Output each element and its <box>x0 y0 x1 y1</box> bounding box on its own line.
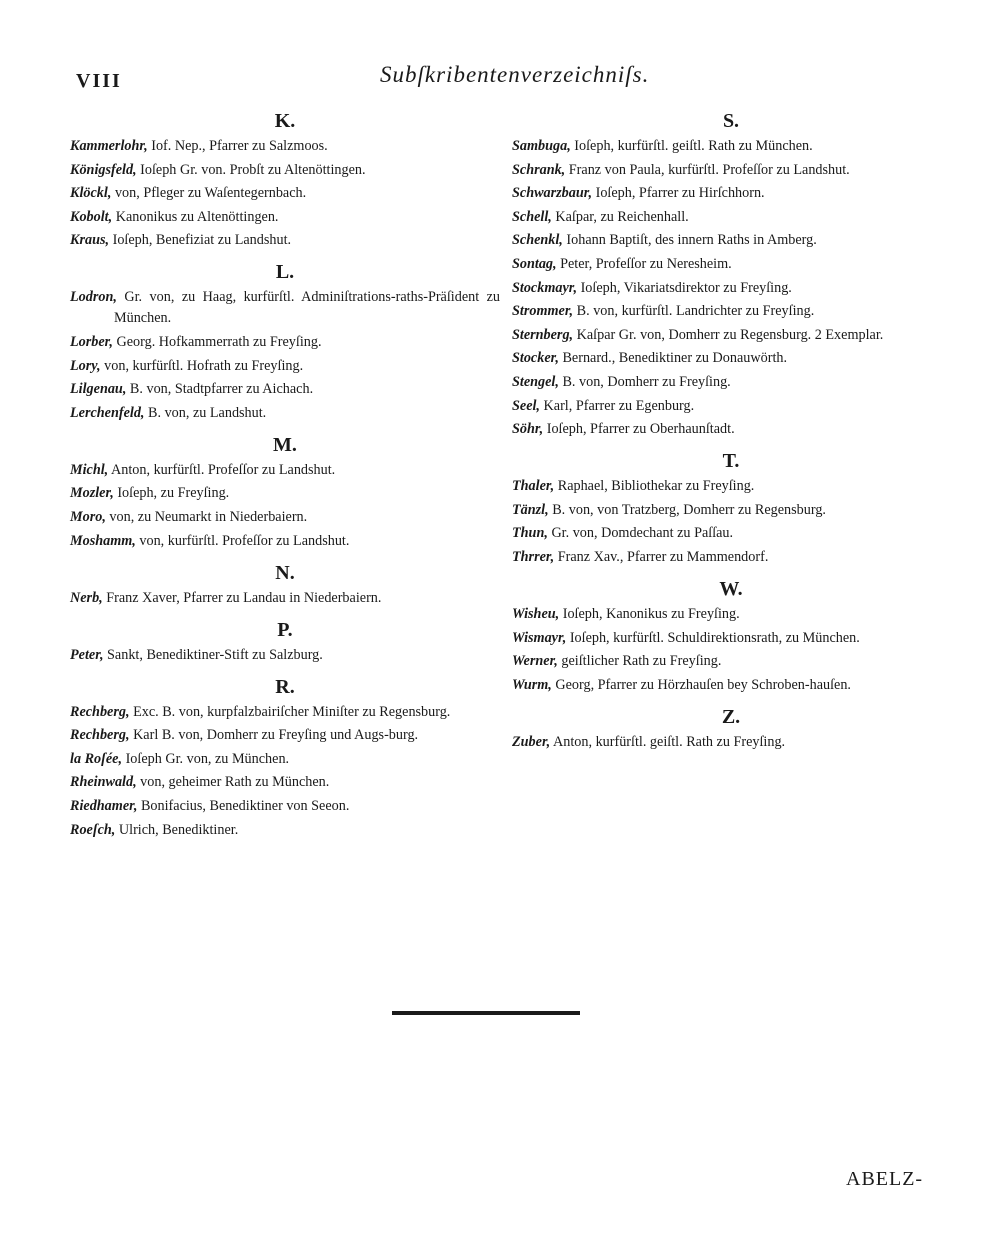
subscriber-entry <box>70 403 500 424</box>
subscriber-name: Seel, <box>512 397 540 414</box>
subscriber-entry <box>512 419 950 440</box>
subscriber-entry <box>512 301 950 322</box>
subscriber-entry <box>70 507 500 528</box>
subscriber-details: Ioſeph, kurfürſtl. geiſtl. Rath zu München. <box>574 138 813 154</box>
subscriber-name: Riedhamer, <box>70 797 138 814</box>
subscriber-details: Franz Xaver, Pfarrer zu Landau in Niederbaiern. <box>106 589 382 606</box>
subscriber-name: Lorber, <box>70 333 113 350</box>
running-head-title: Subſkribentenverzeichniſs. <box>380 62 650 87</box>
subscriber-name: Rechberg, <box>70 727 130 744</box>
subscriber-name: Lory, <box>70 357 101 374</box>
subscriber-entry <box>512 675 950 696</box>
subscriber-entry <box>70 588 500 609</box>
subscriber-name: Roeſch, <box>70 821 116 838</box>
subscriber-details: Bonifacius, Benediktiner von Seeon. <box>140 797 350 814</box>
subscriber-entry <box>70 531 500 552</box>
section-letter: S. <box>722 110 740 132</box>
subscriber-details: Ioſeph, kurfürſtl. Schuldirektionsrath, zu München. <box>569 629 860 646</box>
subscriber-name: Moshamm, <box>70 532 136 549</box>
subscriber-entry <box>70 332 500 353</box>
subscriber-entry <box>512 325 950 346</box>
subscriber-entry <box>512 476 950 497</box>
subscriber-entry <box>70 820 500 841</box>
subscriber-name: Rechberg, <box>70 703 130 720</box>
subscriber-details: Bernard., Benediktiner zu Donauwörth. <box>562 350 788 367</box>
subscriber-name: Schrank, <box>512 161 566 178</box>
subscriber-name: Nerb, <box>70 589 103 606</box>
subscriber-details: Gr. von, Domdechant zu Paſſau. <box>551 525 734 542</box>
subscriber-details: Exc. B. von, kurpfalzbairiſcher Miniſter zu Regensburg. <box>133 703 451 720</box>
section-letter: N. <box>275 561 295 584</box>
subscriber-entry <box>70 483 500 504</box>
subscriber-details: Karl, Pfarrer zu Egenburg. <box>543 397 695 414</box>
subscriber-entry <box>70 183 500 204</box>
subscriber-details: Ioſeph Gr. von, zu München. <box>125 750 290 767</box>
subscriber-name: Schwarzbaur, <box>512 185 593 202</box>
subscriber-entry <box>512 207 950 228</box>
section-z <box>512 702 950 753</box>
subscriber-entry <box>70 702 500 723</box>
section-letter: L. <box>275 261 295 284</box>
subscriber-details: Ioſeph, Benefiziat zu Landshut. <box>112 232 292 249</box>
subscriber-name: Thaler, <box>512 478 555 495</box>
subscriber-entry <box>512 732 950 753</box>
subscriber-entry <box>70 356 500 377</box>
subscriber-details: Franz Xav., Pfarrer zu Mammendorf. <box>557 548 769 565</box>
subscriber-entry <box>70 645 500 666</box>
subscriber-details: Ioſeph, Kanonikus zu Freyſing. <box>562 605 740 622</box>
section-l <box>70 257 500 423</box>
subscriber-details: Kaſpar, zu Reichenhall. <box>555 208 689 225</box>
subscriber-details: Iohann Baptiſt, des innern Raths in Amberg. <box>566 232 817 249</box>
subscriber-details: von, kurfürſtl. Profeſſor zu Landshut. <box>139 532 350 549</box>
subscriber-name: Lilgenau, <box>70 381 127 398</box>
section-letter: M. <box>273 433 297 456</box>
subscriber-name: Stockmayr, <box>512 279 578 296</box>
section-p <box>70 615 500 666</box>
subscriber-name: Lodron, <box>70 289 117 306</box>
subscriber-details: B. von, zu Landshut. <box>148 404 267 421</box>
subscriber-entry <box>512 136 950 157</box>
subscriber-details: Raphael, Bibliothekar zu Freyſing. <box>557 478 755 495</box>
subscriber-details: Kanonikus zu Altenöttingen. <box>115 208 279 225</box>
subscriber-details: B. von, Domherr zu Freyſing. <box>562 373 731 390</box>
subscriber-details: Ioſeph, Vikariatsdirektor zu Freyſing. <box>580 279 792 296</box>
subscriber-entry <box>70 796 500 817</box>
subscriber-details: von, kurfürſtl. Hofrath zu Freyſing. <box>104 357 304 374</box>
subscriber-details: B. von, von Tratzberg, Domherr zu Regensburg. <box>552 501 826 518</box>
section-k <box>70 106 500 251</box>
subscriber-details: Ioſeph, Pfarrer zu Hirſchhorn. <box>595 185 765 202</box>
subscriber-details: geiſtlicher Rath zu Freyſing. <box>561 653 722 670</box>
subscriber-details: B. von, Stadtpfarrer zu Aichach. <box>129 381 314 398</box>
section-t <box>512 446 950 568</box>
left-column <box>70 100 500 843</box>
subscriber-entry <box>70 287 500 329</box>
subscriber-entry <box>70 379 500 400</box>
subscriber-entry <box>512 230 950 251</box>
section-n <box>70 558 500 609</box>
subscriber-name: Thrrer, <box>512 548 555 565</box>
subscriber-name: Klöckl, <box>70 185 112 202</box>
subscriber-name: Wurm, <box>512 676 552 693</box>
section-r <box>70 672 500 841</box>
subscriber-details: Ioſeph, zu Freyſing. <box>117 485 230 502</box>
catchword: ABELZ- <box>846 1168 924 1190</box>
subscriber-details: Georg. Hofkammerrath zu Freyſing. <box>116 333 322 350</box>
subscriber-entry <box>512 604 950 625</box>
subscriber-entry <box>512 500 950 521</box>
subscriber-details: Peter, Profeſſor zu Neresheim. <box>560 255 732 272</box>
section-letter: W. <box>719 577 743 600</box>
subscriber-entry <box>70 136 500 157</box>
subscriber-details: von, zu Neumarkt in Niederbaiern. <box>109 508 308 525</box>
subscriber-details: Georg, Pfarrer zu Hörzhauſen bey Schroben-hauſen. <box>555 676 851 693</box>
subscriber-name: Schenkl, <box>512 232 563 249</box>
subscriber-details: Gr. von, zu Haag, kurfürſtl. Adminiſtrations-raths-Präſident zu München. <box>114 289 501 327</box>
section-letter: R. <box>275 675 295 698</box>
subscriber-details: Iof. Nep., Pfarrer zu Salzmoos. <box>151 138 328 154</box>
subscriber-entry <box>512 160 950 181</box>
subscriber-entry <box>512 278 950 299</box>
subscriber-name: Mozler, <box>70 485 114 502</box>
subscriber-name: Rheinwald, <box>70 774 137 791</box>
subscriber-details: von, Pfleger zu Waſentegernbach. <box>114 185 307 202</box>
subscriber-name: Kobolt, <box>70 208 113 225</box>
subscriber-entry <box>70 460 500 481</box>
subscriber-name: Schell, <box>512 208 552 225</box>
subscriber-name: Moro, <box>70 508 106 525</box>
subscriber-entry <box>70 160 500 181</box>
section-letter: T. <box>722 450 740 473</box>
subscriber-entry <box>70 772 500 793</box>
subscriber-details: B. von, kurfürſtl. Landrichter zu Freyſing. <box>576 303 815 320</box>
section-w <box>512 574 950 696</box>
subscriber-entry <box>512 254 950 275</box>
section-letter: P. <box>277 618 293 641</box>
subscriber-name: Wisheu, <box>512 605 560 622</box>
right-column <box>512 100 950 755</box>
section-s <box>512 106 950 440</box>
subscriber-name: Werner, <box>512 653 558 670</box>
subscriber-entry <box>512 651 950 672</box>
subscriber-name: Sternberg, <box>512 326 574 343</box>
subscriber-name: Kammerlohr, <box>70 138 148 154</box>
subscriber-details: Franz von Paula, kurfürſtl. Profeſſor zu Landshut. <box>568 161 850 178</box>
subscriber-entry <box>70 749 500 770</box>
subscriber-details: Sankt, Benediktiner-Stift zu Salzburg. <box>107 646 323 663</box>
subscriber-entry <box>512 396 950 417</box>
subscriber-entry <box>512 547 950 568</box>
subscriber-entry <box>70 207 500 228</box>
subscriber-name: la Roſée, <box>70 750 123 767</box>
page-number: VIII <box>76 70 122 92</box>
subscriber-name: Sambuga, <box>512 138 571 154</box>
subscriber-details: Ioſeph, Pfarrer zu Oberhaunſtadt. <box>546 421 735 438</box>
subscriber-details: Anton, kurfürſtl. Profeſſor zu Landshut. <box>111 461 336 478</box>
subscriber-entry <box>512 183 950 204</box>
subscriber-name: Thun, <box>512 525 548 542</box>
subscriber-name: Wismayr, <box>512 629 567 646</box>
subscriber-name: Tänzl, <box>512 501 549 518</box>
subscriber-entry <box>70 230 500 251</box>
subscriber-name: Strommer, <box>512 303 574 320</box>
subscriber-details: Ulrich, Benediktiner. <box>118 821 239 838</box>
section-letter: K. <box>274 110 296 132</box>
subscriber-name: Sontag, <box>512 255 557 272</box>
subscriber-name: Zuber, <box>512 733 551 750</box>
subscriber-name: Königsfeld, <box>70 161 137 178</box>
closing-rule <box>392 1011 580 1015</box>
subscriber-name: Lerchenfeld, <box>70 404 145 421</box>
subscriber-name: Kraus, <box>70 232 110 249</box>
subscriber-name: Stocker, <box>512 350 559 367</box>
section-letter: Z. <box>721 705 741 728</box>
section-m <box>70 430 500 552</box>
subscriber-name: Söhr, <box>512 421 544 438</box>
subscriber-entry <box>70 725 500 746</box>
subscriber-entry <box>512 628 950 649</box>
subscriber-details: Anton, kurfürſtl. geiſtl. Rath zu Freyſing. <box>553 733 786 750</box>
subscriber-entry <box>512 523 950 544</box>
subscriber-entry <box>512 372 950 393</box>
subscriber-details: von, geheimer Rath zu München. <box>140 774 330 791</box>
subscriber-details: Kaſpar Gr. von, Domherr zu Regensburg. 2 Exemplar. <box>576 326 884 343</box>
subscriber-name: Stengel, <box>512 373 559 390</box>
subscriber-details: Ioſeph Gr. von. Probſt zu Altenöttingen. <box>140 161 366 178</box>
subscriber-name: Michl, <box>70 461 109 478</box>
subscriber-name: Peter, <box>70 646 104 663</box>
subscriber-entry <box>512 348 950 369</box>
subscriber-details: Karl B. von, Domherr zu Freyſing und Augs-burg. <box>133 727 419 744</box>
